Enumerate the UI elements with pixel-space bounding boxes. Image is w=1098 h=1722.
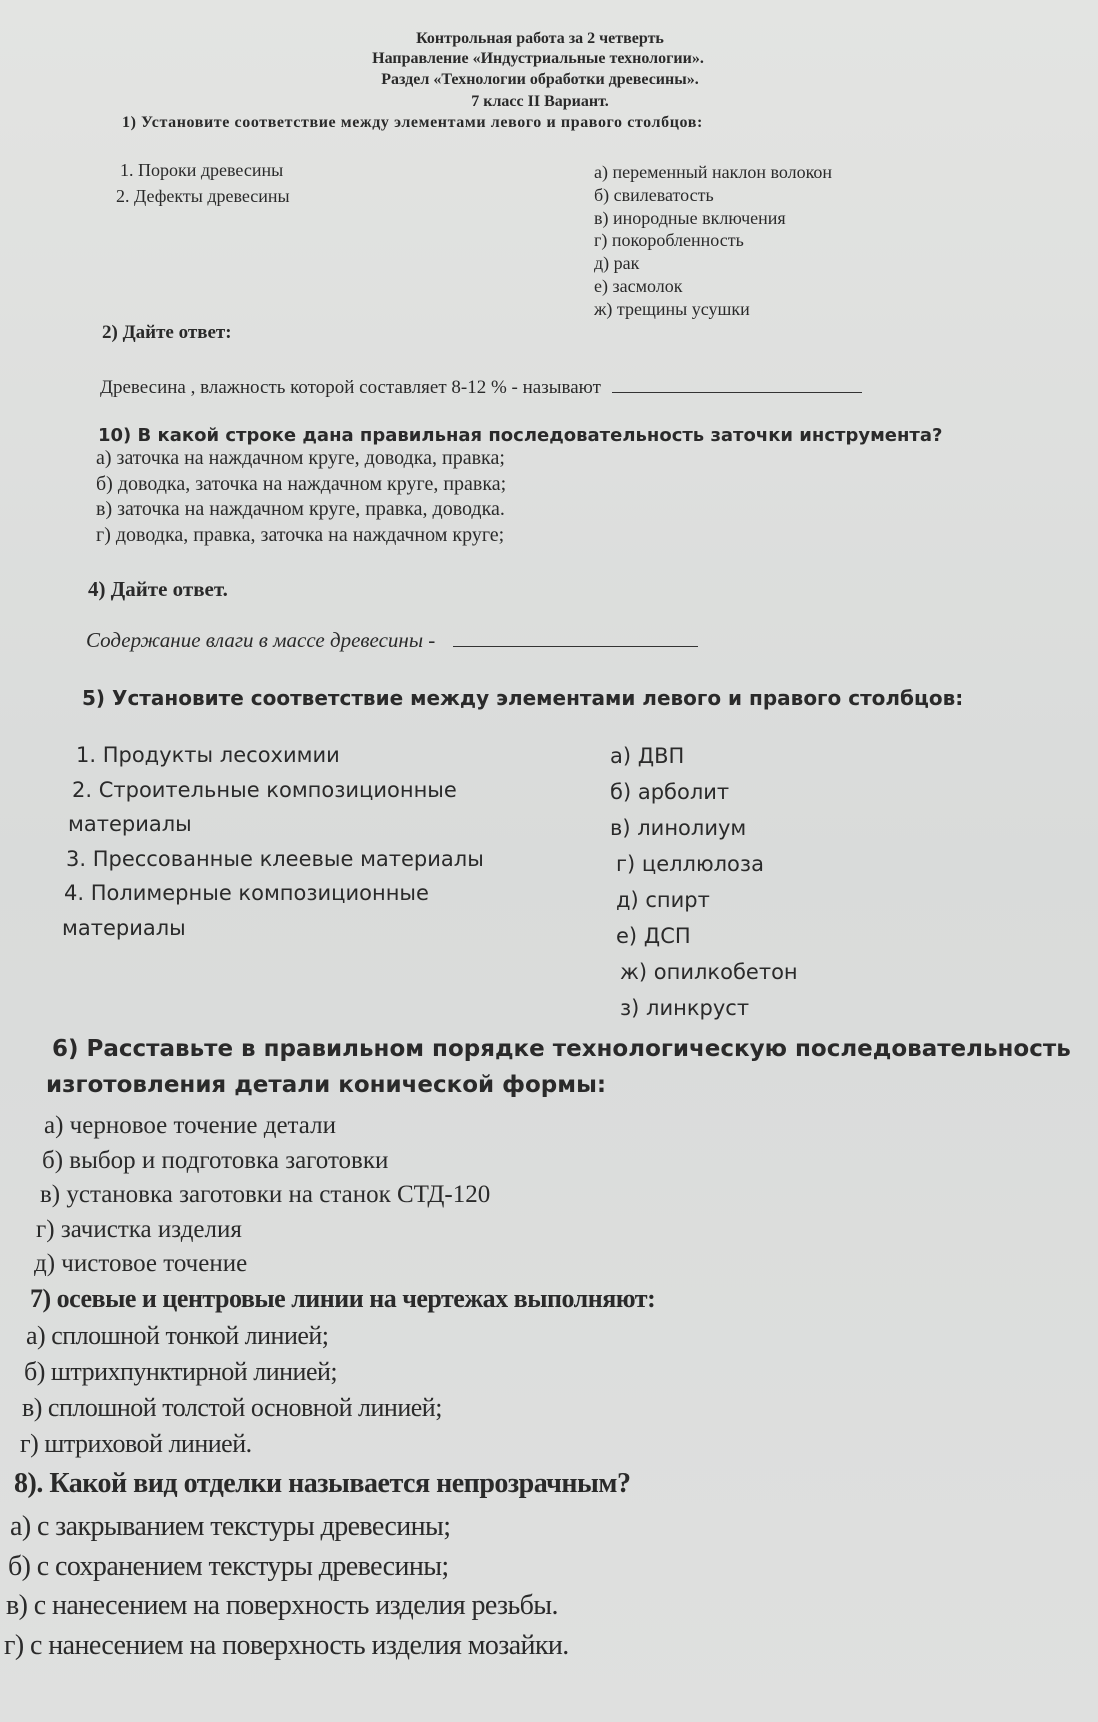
q1-title: 1) Установите соответствие между элементами левого и правого столбцов: xyxy=(122,114,703,131)
q4-title: 4) Дайте ответ. xyxy=(88,577,228,601)
q1-right-item: г) покоробленность xyxy=(594,230,744,251)
header-title: Контрольная работа за 2 четверть xyxy=(416,30,664,47)
q1-right-item: б) свилеватость xyxy=(594,184,714,205)
q8-option: б) с сохранением текстуры древесины; xyxy=(8,1550,449,1582)
header-grade: 7 класс II Вариант. xyxy=(471,93,609,110)
q2-title: 2) Дайте ответ: xyxy=(102,322,232,343)
q3-options xyxy=(96,446,506,548)
q6-title: 6) Расставьте в правильном порядке технологическую последовательность xyxy=(52,1036,1071,1062)
q5-left-column xyxy=(62,738,484,946)
q5-left-item: материалы xyxy=(62,915,186,940)
q6-option: д) чистовое точение xyxy=(34,1250,248,1277)
q2-text: Древесина , влажность которой составляет 8-12 % - называют xyxy=(100,377,601,398)
q5-left-item: 3. Прессованные клеевые материалы xyxy=(66,846,484,871)
q1-left-column xyxy=(116,157,290,209)
q3-title: 10) В какой строке дана правильная последовательность заточки инструмента? xyxy=(98,425,943,446)
q7-option: в) сплошной толстой основной линией; xyxy=(22,1393,442,1422)
q1-right-item: а) переменный наклон волокон xyxy=(594,162,833,182)
q3-option: в) заточка на наждачном круге, правка, доводка. xyxy=(96,498,505,520)
q5-right-column xyxy=(610,738,798,1026)
q6-title-cont: изготовления детали конической формы: xyxy=(46,1072,607,1098)
q8-title: 8). Какой вид отделки называется непрозрачным? xyxy=(14,1468,631,1499)
q4-text: Содержание влаги в массе древесины - xyxy=(86,628,436,652)
q5-right-item: з) линкруст xyxy=(620,996,750,1020)
q5-right-item: б) арболит xyxy=(610,780,730,804)
q8-option: г) с нанесением на поверхность изделия мозайки. xyxy=(4,1629,569,1661)
q7-title: 7) осевые и центровые линии на чертежах выполняют: xyxy=(30,1284,656,1313)
q5-right-item: ж) опилкобетон xyxy=(620,960,798,984)
q1-right-item: д) рак xyxy=(594,253,640,274)
q6-option: б) выбор и подготовка заготовки xyxy=(42,1146,389,1174)
q1-right-item: е) засмолок xyxy=(594,275,683,296)
q4-question xyxy=(86,628,698,653)
q7-option: б) штрихпунктирной линией; xyxy=(24,1357,338,1386)
q7-option: а) сплошной тонкой линией; xyxy=(26,1321,329,1350)
q8-options xyxy=(6,1507,569,1665)
q5-left-item: 1. Продукты лесохимии xyxy=(76,743,340,767)
q1-right-column xyxy=(594,161,832,321)
q3-option: а) заточка на наждачном круге, доводка, правка; xyxy=(96,447,505,469)
q6-option: в) установка заготовки на станок СТД-120 xyxy=(40,1181,491,1208)
q4-answer-blank[interactable] xyxy=(453,632,698,647)
q8-option: а) с закрыванием текстуры древесины; xyxy=(10,1511,451,1542)
q1-right-item: в) инородные включения xyxy=(594,207,786,228)
q1-left-item: 2. Дефекты древесины xyxy=(116,186,290,206)
q5-left-item: материалы xyxy=(68,812,192,837)
header-direction: Направление «Индустриальные технологии». xyxy=(372,50,704,67)
q2-answer-blank[interactable] xyxy=(612,378,862,393)
q1-left-item: 1. Пороки древесины xyxy=(120,160,284,180)
q5-right-item: а) ДВП xyxy=(610,744,685,768)
q5-title: 5) Установите соответствие между элементами левого и правого столбцов: xyxy=(82,686,964,710)
q6-option: г) зачистка изделия xyxy=(36,1215,242,1243)
q7-options xyxy=(22,1318,442,1462)
q5-left-item: 4. Полимерные композиционные xyxy=(64,881,429,906)
q5-right-item: в) линолиум xyxy=(610,816,747,840)
q5-left-item: 2. Строительные композиционные xyxy=(72,777,457,802)
q2-question xyxy=(100,377,862,399)
q5-right-item: г) целлюлоза xyxy=(616,852,764,876)
q3-option: б) доводка, заточка на наждачном круге, правка; xyxy=(96,472,507,495)
header-section: Раздел «Технологии обработки древесины». xyxy=(381,71,699,88)
q7-option: г) штриховой линией. xyxy=(20,1429,252,1458)
q5-right-item: д) спирт xyxy=(616,888,710,912)
q5-right-item: е) ДСП xyxy=(616,924,691,948)
q8-option: в) с нанесением на поверхность изделия резьбы. xyxy=(6,1590,558,1621)
q1-right-item: ж) трещины усушки xyxy=(594,298,750,319)
q6-option: а) черновое точение детали xyxy=(44,1112,336,1139)
q6-options xyxy=(34,1109,491,1282)
q3-option: г) доводка, правка, заточка на наждачном круге; xyxy=(96,523,505,546)
